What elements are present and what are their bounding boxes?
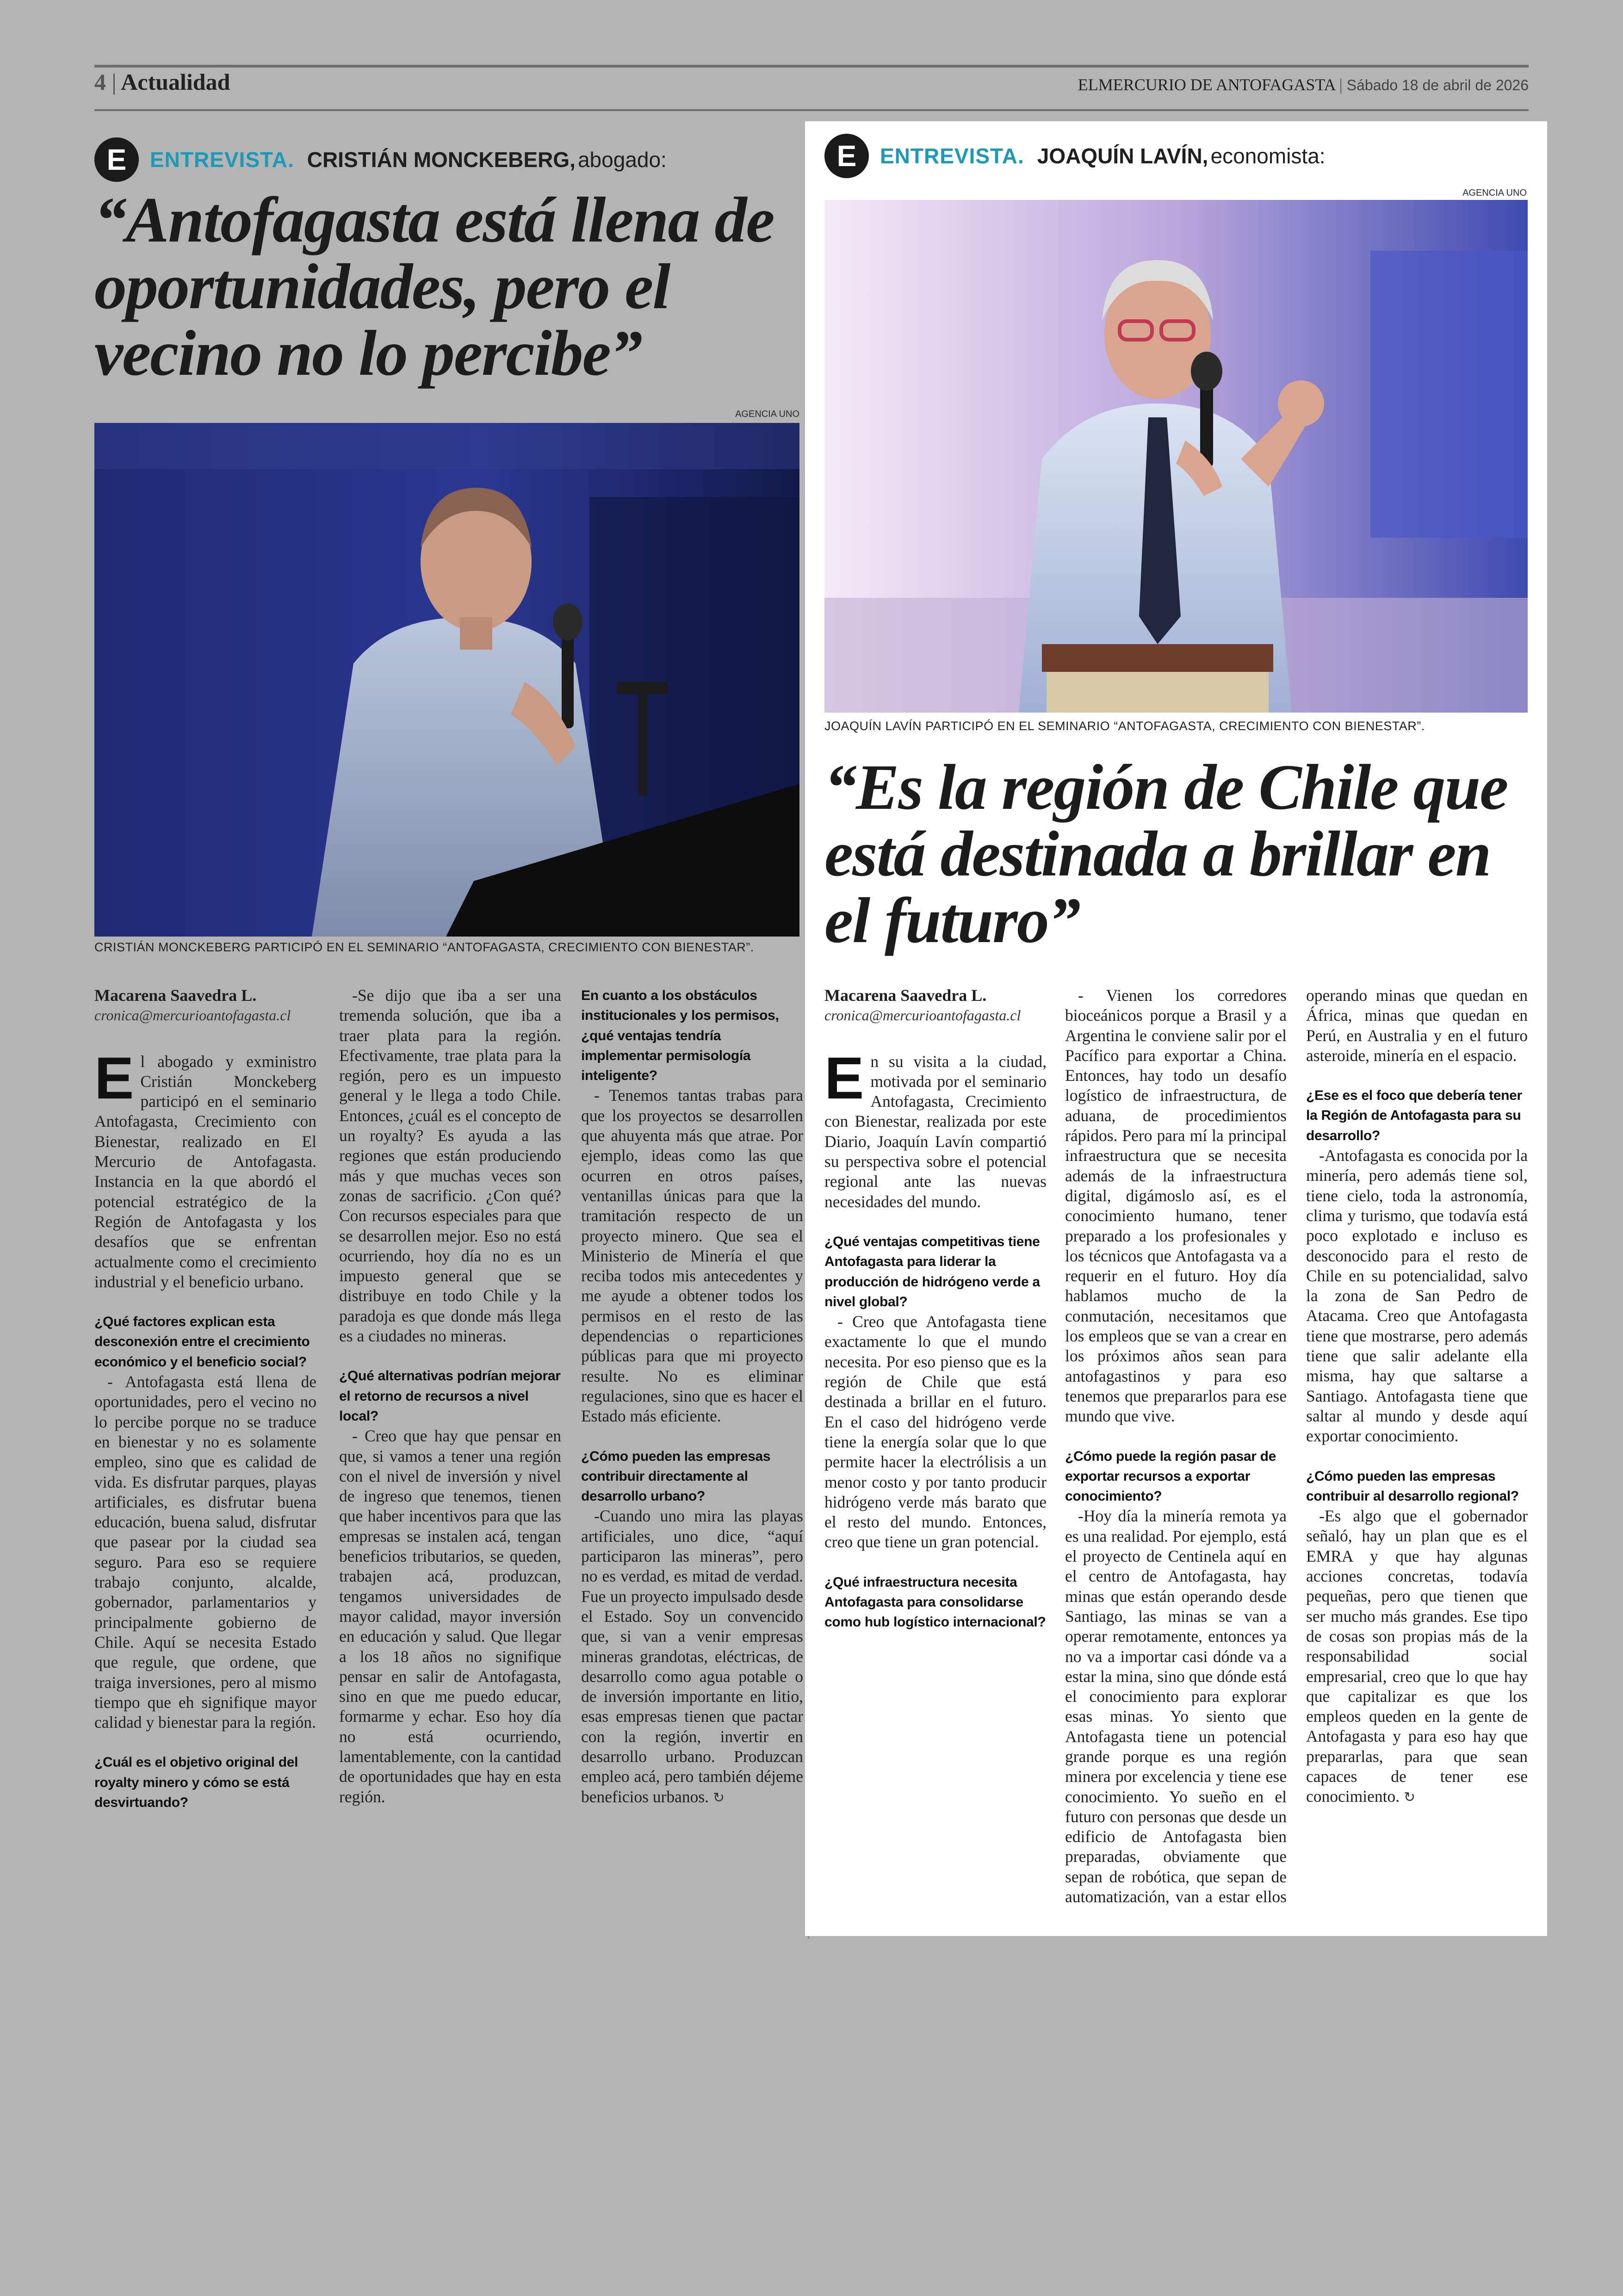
masthead [1078, 75, 1529, 94]
kicker-type: ENTREVISTA. [880, 144, 1024, 168]
kicker-type: ENTREVISTA. [150, 148, 294, 172]
answer-2: -Se dijo que iba a ser una tremenda solución, que iba a traer plata para la región. Efectivamente, trae plata para la región, pero es un impuesto general y le llega a todo Chile. Entonces, ¿cuál es el concepto de un royalty? Es ayuda a las regiones que están produciendo más y que muchas veces son zonas de sacrificio. ¿Con qué? Con recursos especiales para que se desarrollen mejor. Eso no está ocurriendo, hoy día no es un impuesto general que se distribuye en todo Chile y la paradoja es que donde más llega es a ciudades no mineras. [339, 986, 561, 1346]
right-photo-caption: JOAQUÍN LAVÍN PARTICIPÓ EN EL SEMINARIO “ANTOFAGASTA, CRECIMIENTO CON BIENESTAR”. [824, 719, 1425, 733]
answer-3: - Creo que hay que pensar en que, si vamos a tener una región con el nivel de inversión y nivel de ingreso que tenemos, tienen que haber incentivos para que las empresas se instalen acá, tengan beneficios tributarios, se queden, trabajen acá, produzcan, tengamos universidades de mayor calidad, mayor inversión en educación y salud. Que llegar a los 18 años no signifique pensar en salir de Antofagasta, sino en que me puedo educar, formarme y echar. Eso hoy día no está ocurriendo, lamentablemente, con la cantidad de oportunidades que hay en esta región. [339, 1427, 561, 1806]
left-column-3 [581, 986, 803, 1808]
end-mark-icon: ↻ [712, 1789, 725, 1806]
entrevista-logo-icon: E [94, 137, 139, 182]
newspaper-name: ELMERCURIO DE ANTOFAGASTA [1078, 75, 1335, 94]
moncheberg-photo-image [94, 423, 799, 937]
drop-cap: E [824, 1045, 864, 1111]
header-separator: | [1339, 75, 1343, 94]
answer-5: -Es algo que el gobernador señaló, hay un plan que es el EMRA y que hay algunas acciones concretas, todavía pequeñas, pero que tienen que ser mucho más grandes. Ese tipo de cosas son propias más de la responsabilidad social empresarial, creo que lo que hay que capitalizar es que los empleos queden en la gente de Antofagasta y para eso hay que prepararlas, para que sean capaces de tener ese conocimiento. ↻ [1306, 1507, 1528, 1806]
issue-date: Sábado 18 de abril de 2026 [1346, 77, 1529, 93]
right-photo-credit: AGENCIA UNO [1462, 188, 1527, 198]
header-bottom-rule [94, 109, 1529, 111]
lead-paragraph: El abogado y exministro Cristián Monckeberg participó en el seminario Antofagasta, Crecimiento con Bienestar, realizado en El Mercurio de Antofagasta. Instancia en la que abordó el potencial estratégico de la Región de Antofagasta y los desafíos que se enfrentan actualmente como el crecimiento industrial y el beneficio urbano. [94, 1045, 316, 1291]
answer-3: -Hoy día la minería remota ya es una realidad. Por ejemplo, está el proyecto de Centinela aquí en el centro de Antofagasta, hay minas que están operando desde Santiago, las minas se van a operar remotamente, entonces ya no va a importar casi dónde va a estar la mina, sino que dónde está el conocimiento para explorar esas minas. Yo siento que Antofagasta tiene un potencial grande porque es una región minera por excelencia y tiene ese conocimiento. Yo sueño en el futuro con personas que desde un edificio de Antofagasta bien preparadas, obviamente que sepan de robótica, que sepan de automatización, van a estar ellos operando minas que quedan en África, minas que quedan en Perú, en Australia y en el futuro asteroide, minería en el espacio. [1065, 986, 1528, 1906]
author-name: Macarena Saavedra L. [824, 986, 987, 1005]
answer-4: - Tenemos tantas trabas para que los proyectos se desarrollen que ahuyenta más que atrae. Por ejemplo, ideas como las que ocurren en otros países, ventanillas únicas para que la tramitación respecto de un proyecto minero. Que sea el Ministerio de Minería el que reciba todos mis antecedentes y me ayude a obtener todos los permisos en el resto de las dependencias o reparticiones públicas para que mi proyecto resulte. No es eliminar regulaciones, sino que es hacer el Estado más eficiente. [581, 1086, 803, 1426]
answer-2: - Vienen los corredores bioceánicos porque a Brasil y a Argentina le conviene salir por el Pacífico para exportar a China. Entonces, hay todo un desafío logístico de infraestructura, de aduana, de procedimientos rápidos. Pero para mí la principal infraestructura que se necesita además de la infraestructura digital, digámoslo así, es el conocimiento humano, tener preparado a los profesionales y los técnicos que Antofagasta va a requerir en el futuro. Hoy día hablamos mucho de la conmutación, necesitamos que los empleos que se van a crear en los próximos años sean para antofagastinos y para eso tenemos que prepararlos para ese mundo que vive. [1065, 986, 1287, 1426]
interviewee-role: economista: [1210, 144, 1326, 168]
author-email[interactable]: cronica@mercurioantofagasta.cl [94, 1007, 291, 1024]
left-kicker [94, 134, 667, 185]
right-photo [824, 200, 1528, 713]
author-email[interactable]: cronica@mercurioantofagasta.cl [824, 1007, 1021, 1024]
question-3: ¿Cómo puede la región pasar de exportar recursos a exportar conocimiento? [1065, 1448, 1276, 1504]
header-top-rule [94, 65, 1529, 68]
left-column-2 [339, 986, 561, 1930]
question-5: ¿Cómo pueden las empresas contribuir directamente al desarrollo urbano? [581, 1448, 771, 1504]
question-3: ¿Qué alternativas podrían mejorar el retorno de recursos a nivel local? [339, 1368, 561, 1424]
question-2: ¿Qué infraestructura necesita Antofagasta para consolidarse como hub logístico internacional? [824, 1574, 1046, 1630]
right-column-1 [824, 986, 1047, 1632]
answer-5: -Cuando uno mira las playas artificiales, uno dice, “aquí participaron las mineras”, pero no es verdad, es mitad de verdad. Fue un proyecto impulsado desde el Estado. Soy un convencido que, si van a venir empresas mineras grandotas, eléctricas, de desarrollo como agua potable o de inversión importante en litio, esas empresas tienen que pactar con la región, invertir en desarrollo urbano. Produzcan empleo acá, pero también déjeme beneficios urbanos. ↻ [581, 1507, 803, 1806]
lead-paragraph: En su visita a la ciudad, motivada por el seminario Antofagasta, Crecimiento con Bienestar, realizada por este Diario, Joaquín Lavín compartió su perspectiva sobre el potencial regional ante las nuevas necesidades del mundo. [824, 1045, 1047, 1211]
end-mark-icon: ↻ [1403, 1789, 1416, 1806]
interviewee-name: CRISTIÁN MONCKEBERG, [307, 148, 576, 172]
page-number: 4 [94, 69, 106, 95]
right-headline: “Es la región de Chile que está destinada a brillar en el futuro” [824, 751, 1508, 956]
answer-4: -Antofagasta es conocida por la minería, pero además tiene sol, tiene cielo, toda la astronomía, clima y turismo, que todavía está poco explotado e incluso es desconocido para el resto de Chile en su potencialidad, salvo la zona de San Pedro de Atacama. Creo que Antofagasta tiene que mostrarse, pero además tiene que salir adelante ella misma, hay que saltarse a Santiago. Antofagasta tiene que saltar al mundo y desde aquí exportar conocimiento. [1306, 1146, 1528, 1446]
interviewee-name: JOAQUÍN LAVÍN, [1037, 144, 1208, 168]
answer-1: - Antofagasta está llena de oportunidades, pero el vecino no lo percibe porque no se traduce en bienestar y no es solamente empleo, sino que es calidad de vida. Es disfrutar parques, playas artificiales, es disfrutar buena educación, buena salud, disfrutar que pasear por la ciudad sea seguro. Para eso se requiere trabajo conjunto, alcalde, gobernador, parlamentarios y principalmente gobierno de Chile. Aquí se necesita Estado que regule, que ordene, que traiga inversiones, pero al mismo tiempo que eh signifique mayor calidad y bienestar para la región. [94, 1372, 316, 1732]
left-headline: “Antofagasta está llena de oportunidades, pero el vecino no lo percibe” [94, 184, 774, 389]
entrevista-logo-icon: E [824, 134, 869, 178]
right-kicker [824, 130, 1326, 181]
left-photo-caption: CRISTIÁN MONCKEBERG PARTICIPÓ EN EL SEMINARIO “ANTOFAGASTA, CRECIMIENTO CON BIENESTAR”. [94, 940, 754, 954]
drop-cap: E [94, 1045, 134, 1111]
section-name: Actualidad [121, 69, 230, 95]
header-separator: | [112, 69, 117, 95]
question-5: ¿Cómo pueden las empresas contribuir al desarrollo regional? [1306, 1468, 1519, 1504]
question-1: ¿Qué factores explican esta desconexión entre el crecimiento económico y el beneficio social? [94, 1314, 310, 1370]
question-1: ¿Qué ventajas competitivas tiene Antofagasta para liderar la producción de hidrógeno verde a nivel global? [824, 1234, 1040, 1309]
left-photo [94, 423, 799, 937]
question-2: ¿Cuál es el objetivo original del royalty minero y cómo se está desvirtuando? [94, 1755, 298, 1810]
author-name: Macarena Saavedra L. [94, 986, 257, 1005]
lavin-photo-image [824, 200, 1528, 713]
left-column-1 [94, 986, 316, 1812]
right-column-2-3 [1065, 986, 1528, 1916]
question-4: En cuanto a los obstáculos institucionales y los permisos, ¿qué ventajas tendría implementar permisología inteligente? [581, 988, 779, 1084]
interviewee-role: abogado: [577, 148, 667, 172]
left-photo-credit: AGENCIA UNO [735, 409, 799, 419]
answer-1: - Creo que Antofagasta tiene exactamente lo que el mundo necesita. Por eso pienso que es la región de Chile que está destinada a brillar en el futuro. En el caso del hidrógeno verde tiene la energía solar que lo que permite hacer la electrólisis a un menor costo y por tanto producir hidrógeno verde más barato que el resto del mundo. Entonces, creo que tiene un gran potencial. [824, 1312, 1047, 1551]
section-header [94, 68, 230, 95]
question-4: ¿Ese es el foco que debería tener la Región de Antofagasta para su desarrollo? [1306, 1088, 1522, 1143]
